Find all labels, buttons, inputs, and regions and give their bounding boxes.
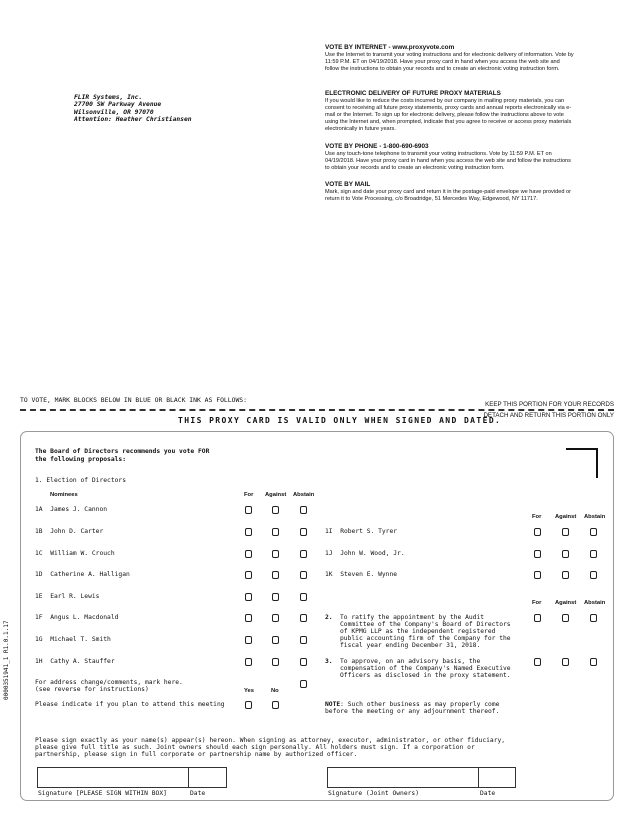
address-line: Wilsonville, OR 97070 (74, 108, 154, 116)
nominee-id: 1H (35, 658, 43, 665)
sign-instructions-line: partnership, please sign in full corporate or partnership name by authorized officer. (35, 751, 358, 758)
nominee-row (325, 528, 397, 535)
vote-mail-heading: VOTE BY MAIL (325, 181, 371, 188)
vote-for-checkbox[interactable] (534, 614, 541, 622)
against-header: Against (555, 600, 577, 606)
keep-portion-label: KEEP THIS PORTION FOR YOUR RECORDS (485, 401, 614, 408)
sign-instructions-line: Please sign exactly as your name(s) appear(s) hereon. When signing as attorney, executor, administrator, or other fiduciary, (35, 737, 506, 744)
nominee-id: 1I (325, 528, 333, 535)
vote-abstain-checkbox[interactable] (300, 658, 307, 666)
vote-abstain-checkbox[interactable] (300, 550, 307, 558)
vote-for-checkbox[interactable] (534, 550, 541, 558)
joint-date-box[interactable] (479, 767, 516, 788)
mailing-address (74, 94, 192, 123)
abstain-header: Abstain (584, 514, 606, 520)
valid-notice: THIS PROXY CARD IS VALID ONLY WHEN SIGNED AND DATED. (178, 416, 502, 425)
vote-for-checkbox[interactable] (245, 614, 252, 622)
board-recommendation-line: The Board of Directors recommends you vote FOR (35, 448, 210, 455)
joint-date-label: Date (480, 790, 496, 797)
address-change-label: (see reverse for instructions) (35, 686, 149, 693)
vote-mail-section (325, 181, 575, 203)
nominee-row (35, 528, 103, 535)
joint-signature-label: Signature (Joint Owners) (328, 790, 419, 797)
nominee-name: Earl R. Lewis (50, 593, 100, 600)
proposal-3-text: To approve, on an advisory basis, the compensation of the Company's Named Executive Officers as disclosed in the proxy statement. (340, 658, 511, 680)
nominee-row (35, 593, 99, 600)
nominee-id: 1J (325, 550, 333, 557)
nominee-row (325, 571, 397, 578)
nominee-name: James J. Cannon (50, 506, 108, 513)
vote-against-checkbox[interactable] (272, 614, 279, 622)
proposal-2-number: 2. (325, 614, 333, 621)
nominee-name: William W. Crouch (50, 550, 115, 557)
vote-against-checkbox[interactable] (562, 658, 569, 666)
note-text-line2: before the meeting or any adjournment thereof. (325, 708, 500, 715)
abstain-header: Abstain (293, 492, 315, 498)
attend-yes-checkbox[interactable] (245, 701, 252, 709)
signature-label: Signature [PLEASE SIGN WITHIN BOX] (38, 790, 167, 797)
address-change-label: For address change/comments, mark here. (35, 679, 183, 686)
nominee-row (35, 506, 107, 513)
electronic-delivery-heading: ELECTRONIC DELIVERY OF FUTURE PROXY MATERIALS (325, 90, 501, 97)
nominee-id: 1E (35, 593, 43, 600)
date-label: Date (190, 790, 206, 797)
vote-phone-section (325, 143, 575, 172)
vote-against-checkbox[interactable] (562, 550, 569, 558)
vote-against-checkbox[interactable] (562, 571, 569, 579)
nominee-id: 1D (35, 571, 43, 578)
nominee-name: Michael T. Smith (50, 636, 111, 643)
note-body: : Such other business as may properly come (340, 701, 500, 708)
vote-for-checkbox[interactable] (245, 593, 252, 601)
nominee-row (35, 636, 111, 643)
note-label: NOTE (325, 701, 341, 708)
registration-mark (566, 448, 598, 478)
nominee-id: 1C (35, 550, 43, 557)
vote-abstain-checkbox[interactable] (590, 550, 597, 558)
vote-abstain-checkbox[interactable] (300, 614, 307, 622)
attend-meeting-label: Please indicate if you plan to attend this meeting (35, 701, 225, 708)
vote-for-checkbox[interactable] (534, 658, 541, 666)
nominee-name: Catherine A. Halligan (50, 571, 130, 578)
mark-instructions: TO VOTE, MARK BLOCKS BELOW IN BLUE OR BLACK INK AS FOLLOWS: (20, 396, 248, 404)
vote-for-checkbox[interactable] (245, 636, 252, 644)
vote-against-checkbox[interactable] (272, 593, 279, 601)
vote-abstain-checkbox[interactable] (300, 593, 307, 601)
address-line: Attention: Heather Christiansen (74, 115, 192, 123)
vote-against-checkbox[interactable] (562, 528, 569, 536)
vote-against-checkbox[interactable] (272, 636, 279, 644)
for-header: For (244, 492, 254, 498)
nominee-name: Robert S. Tyrer (340, 528, 398, 535)
vote-against-checkbox[interactable] (272, 528, 279, 536)
nominees-header: Nominees (50, 492, 78, 498)
no-header: No (271, 688, 279, 694)
vote-for-checkbox[interactable] (245, 528, 252, 536)
nominee-row (35, 658, 115, 665)
vote-abstain-checkbox[interactable] (300, 506, 307, 514)
abstain-header: Abstain (584, 600, 606, 606)
proposal-2-text: To ratify the appointment by the Audit Committee of the Company's Board of Directors of KPMG LLP as the independent registered public accounting firm of the Company for the fiscal year ending December 31, 2018. (340, 614, 511, 650)
vote-internet-heading: VOTE BY INTERNET - www.proxyvote.com (325, 44, 455, 51)
for-header: For (532, 600, 542, 606)
vote-internet-section (325, 44, 575, 73)
vote-abstain-checkbox[interactable] (300, 636, 307, 644)
document-code: 0000351941_1 R1.0.1.17 (3, 620, 10, 700)
vote-abstain-checkbox[interactable] (300, 528, 307, 536)
sign-instructions-line: please give full title as such. Joint owners should each sign personally. All holders must sign. If a corporation or (35, 744, 475, 751)
address-change-checkbox[interactable] (300, 680, 307, 688)
vote-internet-body: Use the Internet to transmit your voting instructions and for electronic delivery of information. Vote by 11:59 P.M. ET on 04/19/2018. Have your proxy card in hand when you access the web site and follow the instructions to obtain your records and to create an electronic voting instruction form. (325, 52, 574, 73)
nominee-row (35, 550, 115, 557)
vote-phone-heading: VOTE BY PHONE - 1-800-690-6903 (325, 143, 429, 150)
proposal-3-number: 3. (325, 658, 333, 665)
nominee-id: 1B (35, 528, 43, 535)
nominee-row (325, 550, 405, 557)
against-header: Against (265, 492, 287, 498)
address-line: 27700 SW Parkway Avenue (74, 101, 162, 109)
vote-abstain-checkbox[interactable] (300, 571, 307, 579)
nominee-id: 1F (35, 614, 43, 621)
signature-box[interactable] (37, 767, 189, 788)
vote-for-checkbox[interactable] (245, 658, 252, 666)
attend-no-checkbox[interactable] (272, 701, 279, 709)
vote-against-checkbox[interactable] (272, 571, 279, 579)
nominee-id: 1G (35, 636, 43, 643)
electronic-delivery-body: If you would like to reduce the costs incurred by our company in mailing proxy materials, you can consent to receiving all future proxy statements, proxy cards and annual reports electronically via e-mail or the Internet. To sign up for electronic delivery, please follow the instructions above to vote using the Internet and, when prompted, indicate that you agree to receive or access proxy materials electronically in future years. (325, 98, 572, 133)
yes-header: Yes (244, 688, 254, 694)
vote-against-checkbox[interactable] (272, 506, 279, 514)
nominee-id: 1A (35, 506, 43, 513)
against-header: Against (555, 514, 577, 520)
vote-for-checkbox[interactable] (245, 571, 252, 579)
for-header: For (532, 514, 542, 520)
detach-line (20, 409, 614, 411)
nominee-name: John W. Wood, Jr. (340, 550, 405, 557)
nominee-row (35, 571, 130, 578)
detach-portion-label: DETACH AND RETURN THIS PORTION ONLY (483, 412, 614, 419)
electronic-delivery-section (325, 90, 575, 133)
nominee-name: Cathy A. Stauffer (50, 658, 115, 665)
vote-against-checkbox[interactable] (272, 550, 279, 558)
vote-for-checkbox[interactable] (245, 550, 252, 558)
vote-abstain-checkbox[interactable] (590, 528, 597, 536)
joint-signature-box[interactable] (327, 767, 479, 788)
vote-against-checkbox[interactable] (272, 658, 279, 666)
vote-phone-body: Use any touch-tone telephone to transmit your voting instructions. Vote by 11:59 P.M. ET on 04/19/2018. Have your proxy card in hand when you access the web site and follow the instructions to obtain your records and to create an electronic voting instruction form. (325, 151, 571, 172)
vote-for-checkbox[interactable] (534, 571, 541, 579)
vote-abstain-checkbox[interactable] (590, 658, 597, 666)
nominee-id: 1K (325, 571, 333, 578)
vote-abstain-checkbox[interactable] (590, 614, 597, 622)
nominee-name: John D. Carter (50, 528, 104, 535)
vote-for-checkbox[interactable] (534, 528, 541, 536)
date-box[interactable] (189, 767, 227, 788)
nominee-name: Steven E. Wynne (340, 571, 398, 578)
nominee-name: Angus L. Macdonald (50, 614, 119, 621)
nominee-row (35, 614, 118, 621)
board-recommendation-line: the following proposals: (35, 456, 126, 463)
proposal-1-label: 1. Election of Directors (35, 477, 126, 484)
vote-mail-body: Mark, sign and date your proxy card and return it in the postage-paid envelope we have provided or return it to Vote Processing, c/o Broadridge, 51 Mercedes Way, Edgewood, NY 11717. (325, 189, 571, 203)
address-line: FLIR Systems, Inc. (74, 94, 143, 101)
vote-abstain-checkbox[interactable] (590, 571, 597, 579)
vote-against-checkbox[interactable] (562, 614, 569, 622)
vote-for-checkbox[interactable] (245, 506, 252, 514)
note-text (325, 701, 499, 708)
